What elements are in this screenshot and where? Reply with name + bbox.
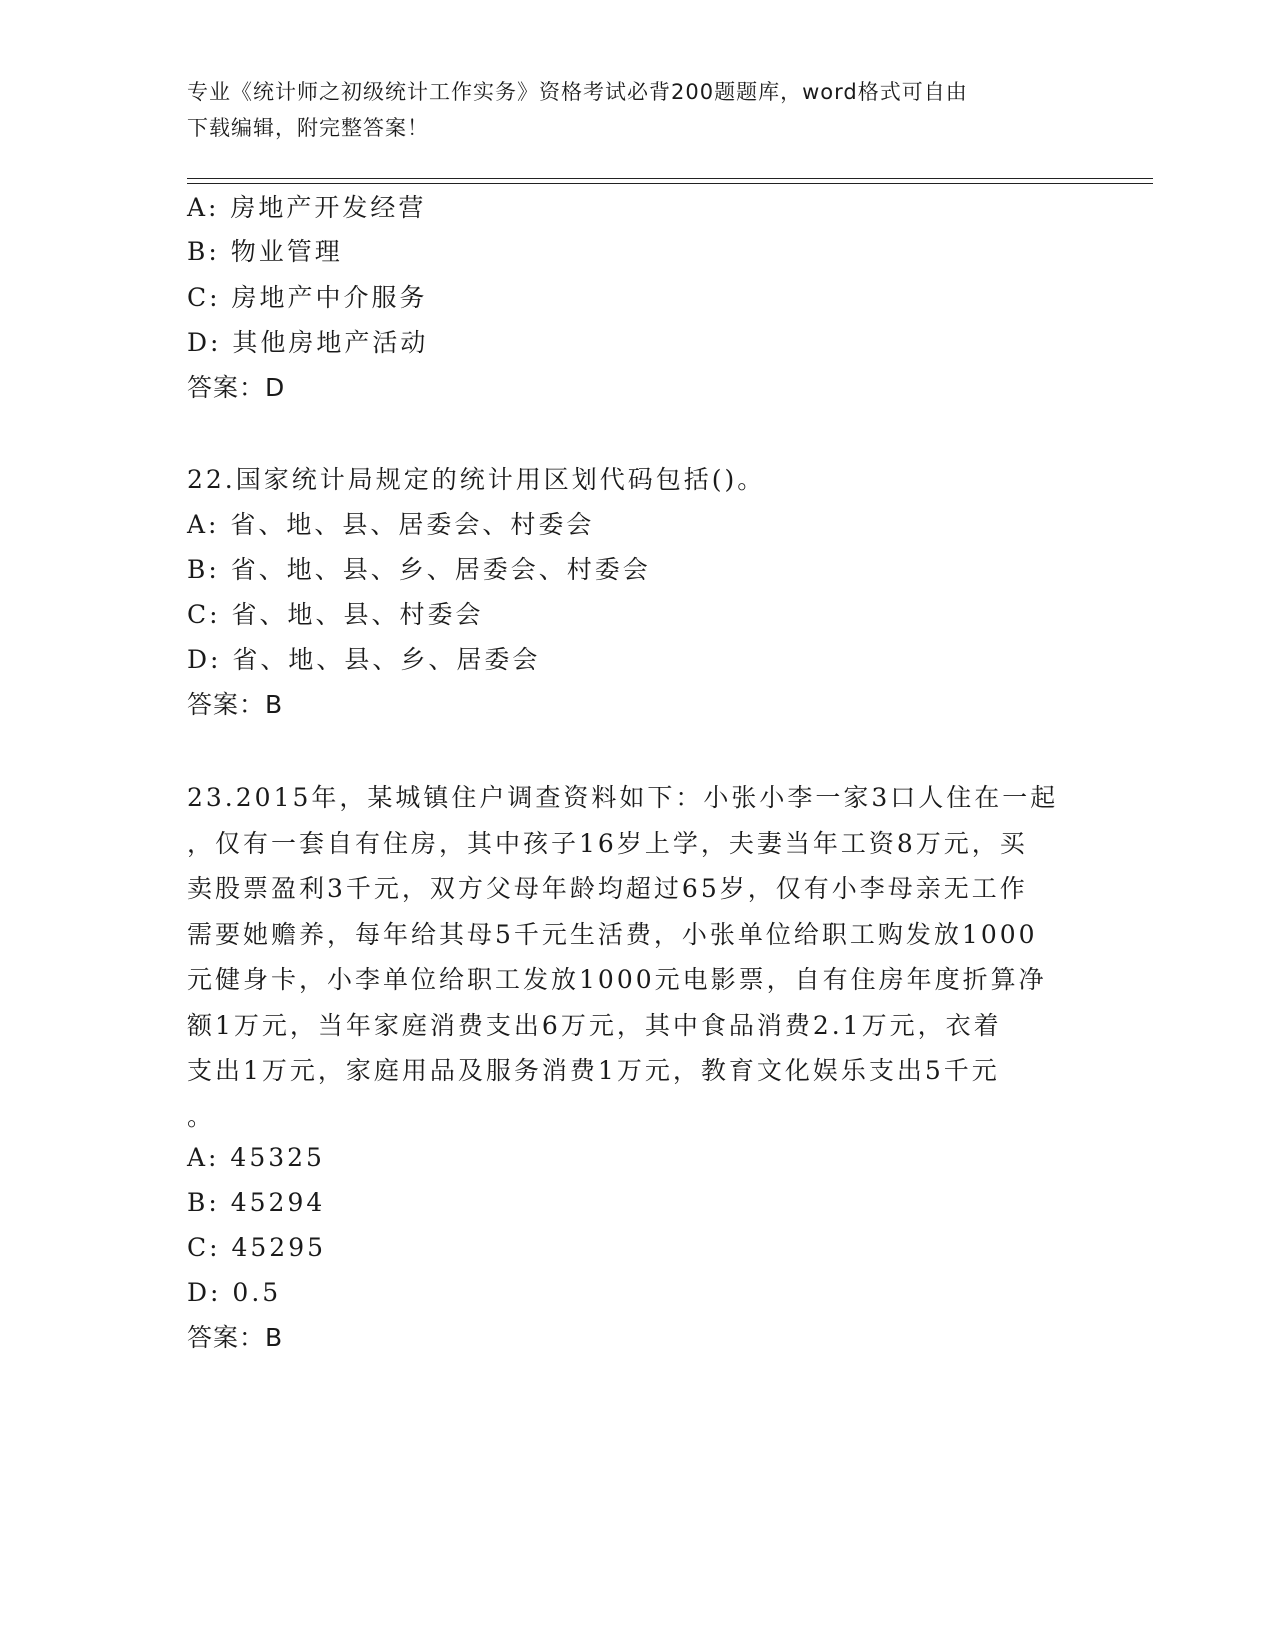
- q23-option-c: C: 45295: [187, 1233, 327, 1262]
- header-line-1: 专业《统计师之初级统计工作实务》资格考试必背200题题库，word格式可自由: [187, 80, 968, 104]
- q22-stem: 22.国家统计局规定的统计用区划代码包括()。: [187, 465, 766, 494]
- q23-stem-line: 元健身卡，小李单位给职工发放1000元电影票，自有住房年度折算净: [187, 965, 1047, 994]
- q21-option-b: B: 物业管理: [187, 237, 343, 266]
- q22-option-c: C: 省、地、县、村委会: [187, 600, 484, 629]
- q23-stem: [187, 775, 1087, 1139]
- q21-option-d: D: 其他房地产活动: [187, 328, 429, 357]
- document-header: [187, 74, 1077, 146]
- q23-option-a: A: 45325: [187, 1143, 325, 1172]
- header-line-2: 下载编辑，附完整答案！: [187, 116, 429, 140]
- q23-stem-line: 需要她赡养，每年给其母5千元生活费，小张单位给职工购发放1000: [187, 919, 1038, 949]
- header-divider-top: [187, 178, 1153, 179]
- q21-option-a: A: 房地产开发经营: [187, 193, 427, 222]
- q21-option-c: C: 房地产中介服务: [187, 283, 428, 312]
- q23-stem-line: 额1万元，当年家庭消费支出6万元，其中食品消费2.1万元，衣着: [187, 1010, 1002, 1040]
- q23-option-d: D: 0.5: [187, 1278, 282, 1307]
- q23-answer: 答案：B: [187, 1323, 284, 1352]
- q23-stem-line: 卖股票盈利3千元，双方父母年龄均超过65岁，仅有小李母亲无工作: [187, 874, 1028, 903]
- q21-answer: 答案：D: [187, 373, 286, 402]
- q23-stem-line: 23.2015年，某城镇住户调查资料如下：小张小李一家3口人住在一起: [187, 783, 1059, 812]
- q23-stem-line: 。: [187, 1101, 216, 1131]
- q22-answer: 答案：B: [187, 690, 284, 719]
- header-divider-bottom: [187, 183, 1153, 184]
- q22-option-b: B: 省、地、县、乡、居委会、村委会: [187, 555, 651, 584]
- q22-option-d: D: 省、地、县、乡、居委会: [187, 645, 541, 674]
- q23-option-b: B: 45294: [187, 1188, 326, 1217]
- q23-stem-line: ，仅有一套自有住房，其中孩子16岁上学，夫妻当年工资8万元，买: [187, 828, 1028, 858]
- q22-option-a: A: 省、地、县、居委会、村委会: [187, 510, 595, 539]
- q23-stem-line: 支出1万元，家庭用品及服务消费1万元，教育文化娱乐支出5千元: [187, 1056, 1000, 1085]
